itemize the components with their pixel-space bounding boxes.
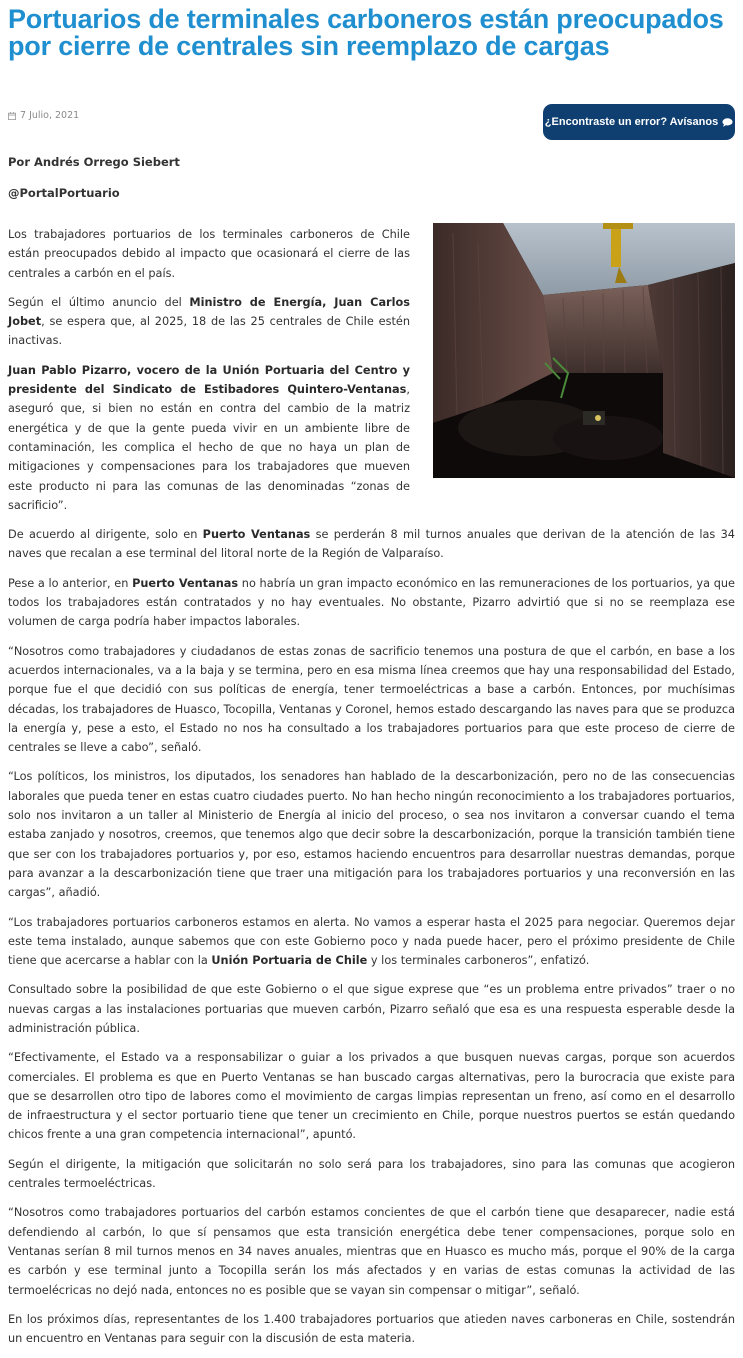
paragraph-8: “Los trabajadores portuarios carboneros estamos en alerta. No vamos a esperar hasta el 2025 para negociar. Queremos dejar este tema instalado, aunque sabemos que con este Gobierno poco y nada puede hacer, pero el próximo presidente de Chile tiene que acercarse a hablar con la Unión Portuaria de Chile y los terminales carboneros”, enfatizó. <box>8 915 735 968</box>
article-date <box>8 110 79 121</box>
paragraph-4: De acuerdo al dirigente, solo en Puerto Ventanas se perderán 8 mil turnos anuales que derivan de la atención de las 34 naves que recalan a ese terminal del litoral norte de la Región de Valparaíso. <box>8 528 735 561</box>
union-mention: Unión Portuaria de Chile <box>211 954 368 968</box>
puerto-ventanas-mention: Puerto Ventanas <box>132 576 239 590</box>
paragraph-12: “Nosotros como trabajadores portuarios del carbón estamos concientes de que el carbón tiene que desaparecer, nadie está defendiendo al carbón, lo que sí pensamos que esta transición energética debe tener compensaciones, porque solo en Ventanas serían 8 mil turnos menos en 34 naves anuales, mientras que en Huasco es mucho más, porque el 90% de la carga es carbón y ese terminal junto a Tocopilla serán los más afectados y en varias de estas comunas la actividad de las termoelécricas no dejó nada, entonces no es posible que se vayan sin compensar o mitigar”, señaló. <box>8 1206 735 1297</box>
paragraph-13: En los próximos días, representantes de los 1.400 trabajadores portuarios que atieden naves carboneras en Chile, sostendrán un encuentro en Ventanas para seguir con la discusión de esta materia. <box>8 1312 735 1346</box>
date-text: 7 Julio, 2021 <box>20 110 80 121</box>
paragraph-3: Juan Pablo Pizarro, vocero de la Unión Portuaria del Centro y presidente del Sindicato de Estibadores Quintero-Ventanas, aseguró que, si bien no están en contra del cambio de la matriz energética y de que la gente pueda vivir en un ambiente libre de contaminación, les complica el hecho de que no haya un plan de mitigaciones y compensaciones para los trabajadores que mueven este producto ni para las comunas de las denominadas “zonas de sacrificio”. <box>8 363 410 512</box>
chat-bubble-icon <box>722 118 733 127</box>
paragraph-2: Según el último anuncio del Ministro de Energía, Juan Carlos Jobet, se espera que, al 2025, 18 de las 25 centrales de Chile estén inactivas. <box>8 295 410 348</box>
minister-name: Ministro de Energía, Juan Carlos Jobet <box>8 295 410 329</box>
calendar-icon <box>8 112 16 120</box>
puerto-ventanas-mention: Puerto Ventanas <box>202 528 311 542</box>
article-body <box>8 225 735 1358</box>
paragraph-10: “Efectivamente, el Estado va a responsabilizar o guiar a los privados a que busquen nuevas cargas, porque son acuerdos comerciales. El problema es que en Puerto Ventanas se han buscado cargas alternativas, pero la burocracia que existe para que se desarrollen otro tipo de labores como el movimiento de cargas limpias representan un freno, así como en el desarrollo de infraestructura y el sector portuario tiene que tener un crecimiento en Chile, porque nuestros puertos se están quedando chicos frente a una gran competencia internacional”, apuntó. <box>8 1051 735 1142</box>
paragraph-1: Los trabajadores portuarios de los terminales carboneros de Chile están preocupados debido al impacto que ocasionará el cierre de las centrales a carbón en el país. <box>8 228 410 280</box>
spokesperson-name: Juan Pablo Pizarro, vocero de la Unión Portuaria del Centro y presidente del Sindicato de Estibadores Quintero-Ventanas <box>8 363 410 397</box>
report-error-button[interactable] <box>543 104 735 140</box>
paragraph-5: Pese a lo anterior, en Puerto Ventanas no habría un gran impacto económico en las remuneraciones de los portuarios, ya que todos los trabajadores están contratados y no hay eventuales. No obstante, Pizarro advirtió que si no se reemplaza ese volumen de carga podría haber impactos laborales. <box>8 576 735 629</box>
paragraph-9: Consultado sobre la posibilidad de que este Gobierno o el que sigue exprese que “es un problema entre privados” traer o no nuevas cargas a las instalaciones portuarias que mueven carbón, Pizarro señaló que esa es una respuesta esperable desde la administración pública. <box>8 983 735 1035</box>
paragraph-11: Según el dirigente, la mitigación que solicitarán no solo será para los trabajadores, sino para las comunas que acogieron centrales termoeléctricas. <box>8 1157 735 1191</box>
author-handle[interactable]: @PortalPortuario <box>8 186 120 200</box>
author-byline: Por Andrés Orrego Siebert <box>8 155 180 169</box>
paragraph-6: “Nosotros como trabajadores y ciudadanos de estas zonas de sacrificio tenemos una postura de que el carbón, en base a los acuerdos internacionales, va a la baja y se termina, pero en esa misma línea creemos que hay una responsabilidad del Estado, porque fue el que decidió con sus políticas de energía, tener termoeléctricas a base a carbón. Entonces, por muchísimas décadas, los trabajadores de Huasco, Tocopilla, Ventanas y Coronel, hemos estado descargando las naves para que se produzca la energía y, pese a esto, el Estado no nos ha consultado a los trabajadores portuarios para que este proceso de cierre de centrales se lleve a cabo”, señaló. <box>8 644 735 755</box>
paragraph-7: “Los políticos, los ministros, los diputados, los senadores han hablado de la descarbonización, pero no de las consecuencias laborales que pueda tener en estas cuatro ciudades puerto. No han hecho ningún reconocimiento a los trabajadores portuarios, solo nos invitaron a un taller al Ministerio de Energía al inicio del proceso, o sea nos invitaron a conversar cuando el tema estaba zanjado y nosotros, creemos, que tenemos algo que decir sobre la descarbonización, porque la transición también tiene que ser con los trabajadores portuarios y, por eso, estamos haciendo encuentros para desarrollar nuestras demandas, porque para avanzar a la descarbonización tiene que traer una mitigación para los trabajadores portuarios y una reconversión en las cargas”, añadió. <box>8 770 735 900</box>
report-error-label: ¿Encontraste un error? Avísanos <box>544 116 719 128</box>
article-title: Portuarios de terminales carboneros están preocupados por cierre de centrales sin reemplazo de cargas <box>8 4 724 61</box>
